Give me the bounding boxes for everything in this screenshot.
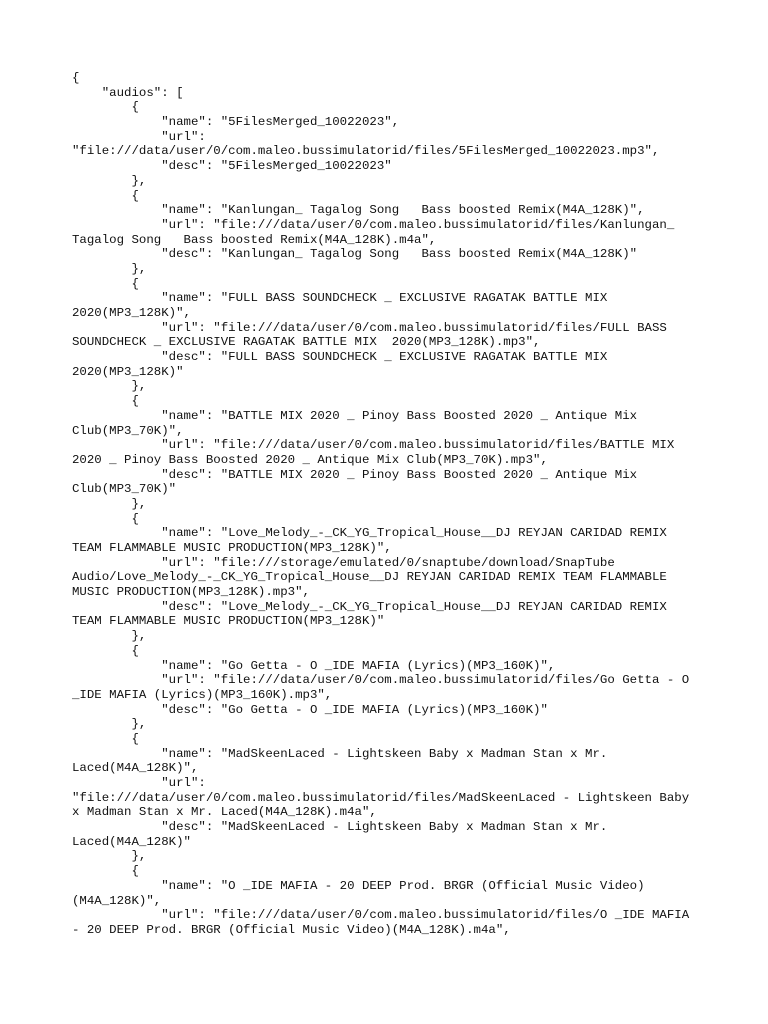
code-line: { [72,188,139,203]
document-page [72,71,712,938]
code-line: "desc": "FULL BASS SOUNDCHECK _ EXCLUSIVE RAGATAK BATTLE MIX [72,350,608,365]
code-line: "file:///data/user/0/com.maleo.bussimulatorid/files/5FilesMerged_10022023.mp3", [72,144,660,159]
code-line: "file:///data/user/0/com.maleo.bussimulatorid/files/MadSkeenLaced - Lightskeen Baby [72,790,690,805]
code-line: Laced(M4A_128K)", [72,761,199,776]
code-line: "desc": "Love_Melody_-_CK_YG_Tropical_House__DJ REYJAN CARIDAD REMIX [72,599,667,614]
code-line: "url": [72,776,206,790]
code-line: "desc": "MadSkeenLaced - Lightskeen Baby x Madman Stan x Mr. [72,820,608,835]
code-line: - 20 DEEP Prod. BRGR (Official Music Video)(M4A_128K).m4a", [72,922,511,937]
code-line: { [72,100,139,115]
code-line: "desc": "Go Getta - O _IDE MAFIA (Lyrics)(MP3_160K)" [72,702,548,717]
code-line: "url": "file:///storage/emulated/0/snaptube/download/SnapTube [72,555,615,570]
code-line: "name": "Kanlungan_ Tagalog Song Bass boosted Remix(M4A_128K)", [72,203,645,218]
code-line: }, [72,849,147,864]
code-line: "url": "file:///data/user/0/com.maleo.bussimulatorid/files/Kanlungan_ [72,217,675,232]
code-line: }, [72,379,147,394]
code-line: 2020(MP3_128K)", [72,306,191,320]
code-line: Club(MP3_70K)", [72,423,184,438]
code-line: }, [72,261,147,276]
code-line: "name": "Go Getta - O _IDE MAFIA (Lyrics)(MP3_160K)", [72,658,556,673]
code-line: "url": "file:///data/user/0/com.maleo.bussimulatorid/files/Go Getta - O [72,673,690,688]
code-line: }, [72,629,147,644]
code-line: }, [72,496,147,511]
code-line: { [72,511,139,526]
code-line: { [72,864,139,879]
code-line: { [72,731,139,746]
code-line: "desc": "5FilesMerged_10022023" [72,159,392,174]
code-line: "name": "5FilesMerged_10022023", [72,115,400,130]
code-line: { [72,71,80,85]
code-line: "url": "file:///data/user/0/com.maleo.bussimulatorid/files/O _IDE MAFIA [72,908,690,923]
code-line: Laced(M4A_128K)" [72,834,191,849]
code-line: "name": "MadSkeenLaced - Lightskeen Baby x Madman Stan x Mr. [72,746,608,761]
code-line: Audio/Love_Melody_-_CK_YG_Tropical_House__DJ REYJAN CARIDAD REMIX TEAM FLAMMABLE [72,570,667,585]
code-line: "name": "O _IDE MAFIA - 20 DEEP Prod. BRGR (Official Music Video) [72,878,645,893]
code-line: TEAM FLAMMABLE MUSIC PRODUCTION(MP3_128K)" [72,614,385,629]
code-line: "url": "file:///data/user/0/com.maleo.bussimulatorid/files/FULL BASS [72,320,667,335]
code-line: Tagalog Song Bass boosted Remix(M4A_128K).m4a", [72,232,437,247]
code-line: Club(MP3_70K)" [72,482,177,497]
code-line: "name": "BATTLE MIX 2020 _ Pinoy Bass Boosted 2020 _ Antique Mix [72,408,638,423]
code-line: 2020(MP3_128K)" [72,364,184,379]
code-line: "name": "Love_Melody_-_CK_YG_Tropical_House__DJ REYJAN CARIDAD REMIX [72,526,667,541]
code-line: "desc": "Kanlungan_ Tagalog Song Bass boosted Remix(M4A_128K)" [72,247,638,262]
code-line: "url": [72,129,206,144]
code-line: "desc": "BATTLE MIX 2020 _ Pinoy Bass Boosted 2020 _ Antique Mix [72,467,638,482]
code-line: { [72,394,139,409]
code-line: { [72,643,139,658]
code-line: { [72,276,139,291]
code-line: 2020 _ Pinoy Bass Boosted 2020 _ Antique Mix Club(MP3_70K).mp3", [72,452,548,467]
code-line: }, [72,717,147,732]
code-line: TEAM FLAMMABLE MUSIC PRODUCTION(MP3_128K)", [72,541,392,555]
code-line: (M4A_128K)", [72,893,162,908]
code-line: "name": "FULL BASS SOUNDCHECK _ EXCLUSIVE RAGATAK BATTLE MIX [72,291,608,306]
code-line: }, [72,173,147,188]
code-line: x Madman Stan x Mr. Laced(M4A_128K).m4a", [72,805,377,820]
code-line: _IDE MAFIA (Lyrics)(MP3_160K).mp3", [72,687,333,702]
code-line: "url": "file:///data/user/0/com.maleo.bussimulatorid/files/BATTLE MIX [72,438,675,453]
code-line: SOUNDCHECK _ EXCLUSIVE RAGATAK BATTLE MIX 2020(MP3_128K).mp3", [72,335,541,350]
code-line: MUSIC PRODUCTION(MP3_128K).mp3", [72,585,310,600]
code-line: "audios": [ [72,85,184,100]
